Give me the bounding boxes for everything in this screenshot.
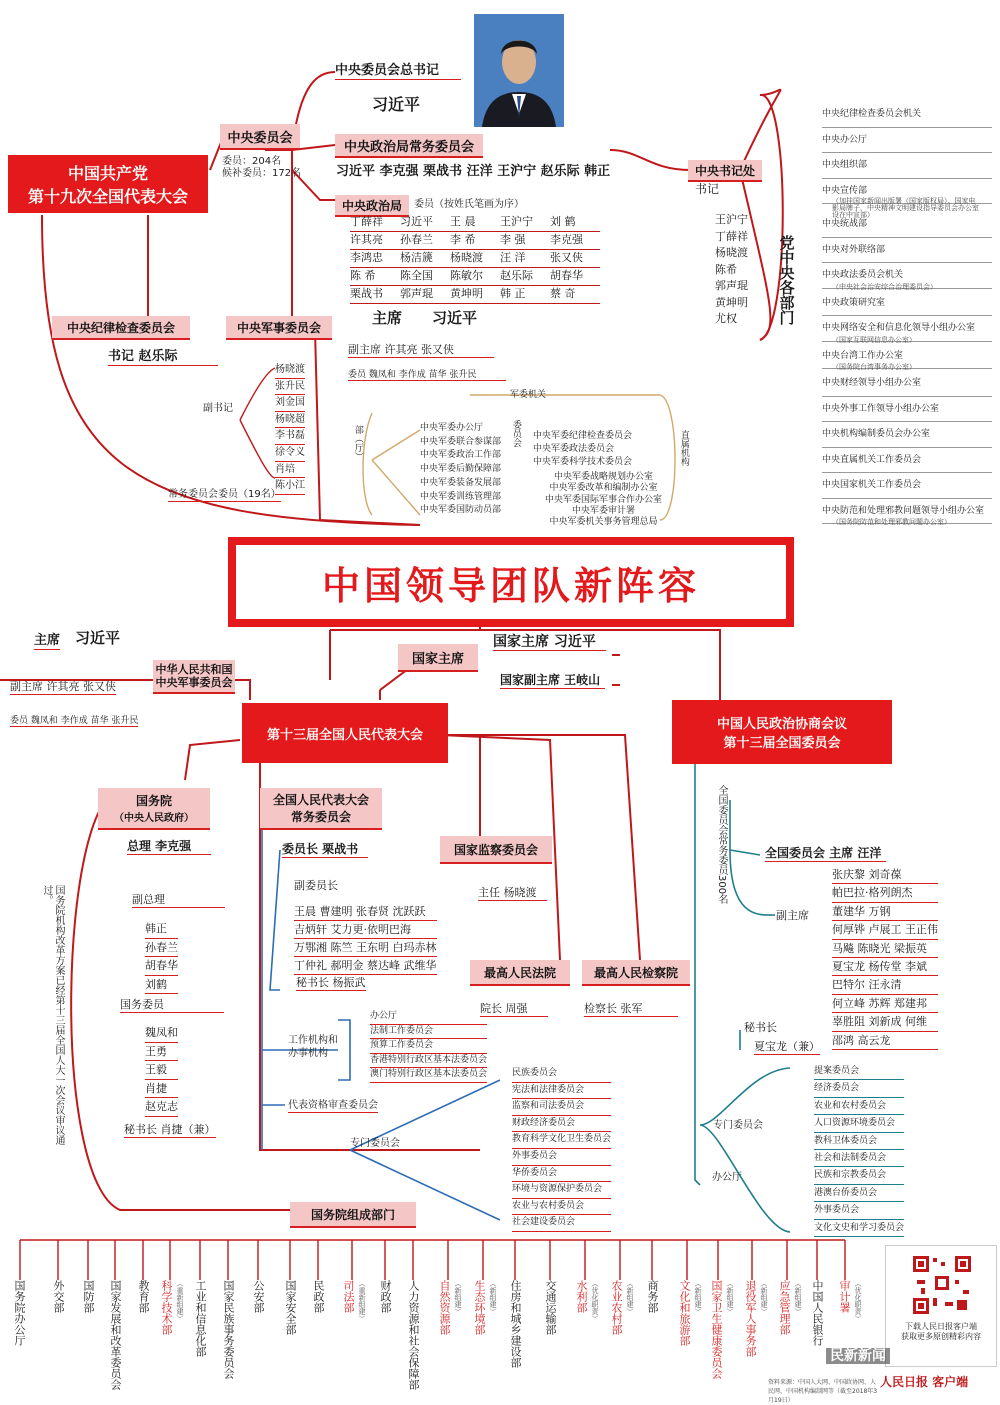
politburo-member: 李鸿忠 — [350, 251, 383, 264]
councilor-label: 国务委员 — [120, 999, 224, 1013]
cppcc-chair: 全国委员会 主席 汪洋 — [765, 847, 886, 862]
deputy-secretary-list — [275, 362, 305, 495]
npc-special-committee: 财政经济委员会 — [512, 1116, 611, 1133]
politburo-row — [350, 214, 600, 232]
cmc-direct-organ: 中央军委改革和编制办公室 — [549, 483, 658, 494]
cmc-depts-label: 部（厅） — [352, 425, 363, 461]
cmc-chair-label: 主席 — [372, 309, 403, 327]
cmc-commission: 中央军委科学技术委员会 — [533, 457, 633, 467]
work-organs-label-2: 办事机构 — [288, 1048, 328, 1059]
department-item: 中央网络安全和信息化领导小组办公室 — [822, 316, 992, 342]
cmc-direct-list — [545, 472, 662, 528]
ministry: 审计署 — [838, 1280, 851, 1313]
military-commission-box: 中央军事委员会 — [226, 316, 332, 340]
politburo-member: 习近平 — [400, 215, 433, 228]
ministry: 公安部 — [252, 1280, 265, 1313]
department-item: 中央组织部 — [822, 153, 992, 179]
npc-special-committees-label: 专门委员会 — [350, 1138, 400, 1149]
npc-box: 第十三届全国人民代表大会 — [242, 703, 448, 763]
ministry-note: （优化职责） — [854, 1280, 862, 1322]
cmc-dept: 中央军委办公厅 — [420, 423, 484, 433]
politburo-member: 赵乐际 — [500, 269, 533, 282]
cmc-commission: 中央军委政法委员会 — [533, 444, 615, 454]
ministry: 外交部 — [52, 1280, 65, 1313]
secretariat-member: 郭声琨 — [715, 279, 748, 292]
politburo-member: 黄坤明 — [450, 287, 483, 300]
cppcc-special-committee: 港澳台侨委员会 — [814, 1185, 904, 1202]
department-note: （加挂国家新闻出版署（国家版权局）、国家电影局牌子，中央精神文明建设指导委员会办公室设在中宣部） — [832, 197, 979, 219]
department-note: （中央社会治安综合治理委员会） — [832, 282, 937, 291]
prc-cmc-box — [153, 660, 235, 694]
prc-cmc-vice-chairs: 副主席 许其亮 张又侠 — [10, 680, 116, 693]
ministry-note: （重新组建） — [358, 1280, 366, 1322]
politburo-member: 王沪宁 — [500, 215, 533, 228]
cppcc-special-committee: 文化文史和学习委员会 — [814, 1220, 904, 1237]
npc-special-committee-list — [512, 1066, 611, 1232]
ministry-note: （重新组建） — [176, 1280, 184, 1322]
ministry-note: （新组建） — [489, 1280, 497, 1315]
gen-sec-name: 习近平 — [372, 95, 421, 114]
psc-box: 中央政治局常务委员会 — [335, 134, 483, 158]
department-item: 中央直属机关工作委员会 — [822, 448, 992, 474]
vice-premier: 韩正 — [145, 920, 178, 939]
ministry-note: （新组建） — [760, 1280, 768, 1315]
vice-premier-list — [145, 920, 178, 994]
leader-portrait — [474, 14, 564, 127]
ministry: 国家民族事务委员会 — [222, 1280, 235, 1379]
ministry: 商务部 — [646, 1280, 659, 1313]
main-title: 中国领导团队新阵容 — [321, 563, 700, 608]
deputy-secretary: 刘金国 — [275, 395, 305, 412]
npcsc-chair: 委员长 栗战书 — [282, 843, 368, 858]
ministry-note: （新组建） — [694, 1280, 702, 1315]
ministry-note: （优化职责） — [591, 1280, 599, 1322]
cppcc-special-committee: 教科卫体委员会 — [814, 1133, 904, 1150]
cc-alternate-count: 候补委员：172名 — [222, 168, 302, 179]
politburo-row — [350, 286, 600, 304]
main-title-frame — [228, 537, 794, 627]
politburo-member: 胡春华 — [550, 269, 583, 282]
work-organ: 法制工作委员会 — [370, 1025, 487, 1040]
cppcc-vice-row: 帕巴拉·格列朗杰 — [832, 884, 938, 902]
party-congress-number: 第十九次全国代表大会 — [27, 187, 188, 206]
department-item: 中央政法委员会机关 — [822, 263, 992, 289]
cppcc-sg-label: 秘书长 — [744, 1021, 777, 1034]
councilor: 王毅 — [145, 1061, 178, 1080]
secretariat-member: 王沪宁 — [715, 213, 748, 226]
vice-premier: 胡春华 — [145, 957, 178, 976]
cppcc-special-committee: 人口资源环境委员会 — [814, 1115, 904, 1132]
ministry: 国家卫生健康委员会 — [710, 1280, 723, 1379]
cppcc-name-1: 中国人民政治协商会议 — [716, 717, 847, 732]
party-congress-box — [8, 155, 208, 213]
ministry: 中国人民银行 — [811, 1280, 824, 1346]
cppcc-special-committee: 经济委员会 — [814, 1080, 904, 1097]
politburo-member: 杨晓渡 — [450, 251, 483, 264]
supervision-commission-box: 国家监察委员会 — [440, 836, 552, 864]
department-item: 中央政策研究室 — [822, 291, 992, 317]
cmc-dept: 中央军委后勤保障部 — [420, 464, 502, 475]
politburo-member: 孙春兰 — [400, 233, 433, 246]
politburo-member: 杨洁篪 — [400, 251, 433, 264]
cppcc-special-committee: 提案委员会 — [814, 1063, 904, 1080]
cppcc-vice-row: 马飚 陈晓光 梁振英 — [832, 940, 938, 958]
cmc-vice-chairs: 副主席 许其亮 张又侠 — [348, 344, 494, 358]
npc-special-committee: 宪法和法律委员会 — [512, 1083, 611, 1100]
cppcc-vice-row: 辜胜阻 刘新成 何维 — [832, 1013, 938, 1031]
npcsc-vice-label: 副委员长 — [294, 879, 338, 892]
department-item: 中央防范和处理邪教问题领导小组办公室 — [822, 499, 992, 525]
qr-panel — [885, 1245, 997, 1367]
department-item: 中央纪律检查委员会机关 — [822, 102, 992, 128]
politburo-member: 汪 洋 — [500, 251, 526, 264]
prc-cmc-name-2: 中央军事委员会 — [155, 676, 233, 689]
state-council-box — [98, 788, 210, 830]
ministry: 人力资源和社会保障部 — [407, 1280, 420, 1390]
cppcc-box — [672, 700, 892, 764]
cppcc-special-committee-list — [814, 1063, 904, 1237]
cppcc-office: 办公厅 — [712, 1172, 742, 1183]
ministry: 司法部 — [342, 1280, 355, 1313]
politburo-row — [350, 250, 600, 268]
secretariat-member: 尤权 — [715, 312, 737, 325]
councilor: 肖捷 — [145, 1080, 178, 1099]
prc-cmc-name-1: 中华人民共和国 — [155, 663, 233, 676]
cppcc-special-committee: 社会和法制委员会 — [814, 1150, 904, 1167]
court-head: 院长 周强 — [480, 1003, 548, 1017]
ministry: 财政部 — [379, 1280, 392, 1313]
cmc-dept: 中央军委装备发展部 — [420, 477, 502, 488]
ministry: 应急管理部 — [778, 1280, 791, 1335]
politburo-row — [350, 268, 600, 286]
politburo-member: 丁薛祥 — [350, 215, 383, 228]
npcsc-vice-row: 王晨 曹建明 张春贤 沈跃跃 — [294, 903, 437, 921]
work-organ: 澳门特别行政区基本法委员会 — [370, 1068, 487, 1083]
politburo-member: 蔡 奇 — [550, 287, 576, 300]
politburo-member-grid — [350, 214, 600, 304]
ministry-note: （新组建） — [626, 1280, 634, 1315]
discipline-secretary: 书记 赵乐际 — [108, 350, 218, 366]
cmc-dept: 中央军委国防动员部 — [420, 505, 502, 516]
deputy-secretary: 徐令义 — [275, 445, 305, 462]
department-item: 中央财经领导小组办公室 — [822, 371, 992, 397]
department-note: （国务院台湾事务办公室） — [832, 363, 916, 371]
qr-caption: 下载人民日报客户端 获取更多原创精彩内容 — [901, 1322, 981, 1341]
gen-sec-title: 中央委员会总书记 — [335, 64, 461, 80]
ministry: 水利部 — [575, 1280, 588, 1313]
cmc-direct-label: 直属机构 — [678, 430, 689, 466]
cppcc-vice-row: 何立峰 苏辉 郑建邦 — [832, 995, 938, 1013]
cc-member-count: 委员：204名 — [222, 156, 282, 167]
president-box: 国家主席 — [398, 644, 478, 672]
politburo-member: 李 希 — [450, 233, 476, 246]
cmc-members: 委员 魏凤和 李作成 苗华 张升民 — [348, 370, 506, 381]
cppcc-standing-committee-label: 全国委员会常务委员300名 — [716, 785, 727, 905]
work-organs-label — [288, 1034, 338, 1060]
qr-code-icon — [911, 1254, 973, 1316]
cmc-commission-list — [533, 430, 632, 469]
ministry: 国家发展和改革委员会 — [109, 1280, 122, 1390]
ministry-note: （新组建） — [726, 1280, 734, 1315]
credentials-committee: 代表资格审查委员会 — [288, 1100, 378, 1111]
deputy-secretary: 肖培 — [275, 462, 305, 479]
councilor: 赵克志 — [145, 1098, 178, 1117]
npcsc-name-2: 常务委员会 — [290, 810, 351, 824]
cppcc-name-2: 第十三届全国委员会 — [723, 736, 841, 751]
cppcc-vice-row: 夏宝龙 杨传堂 李斌 — [832, 958, 938, 976]
npcsc-vice-row: 万鄂湘 陈竺 王东明 白玛赤林 — [294, 939, 437, 957]
ministry: 科学技术部 — [160, 1280, 173, 1335]
npcsc-box — [260, 788, 382, 830]
politburo-member: 李 强 — [500, 233, 526, 246]
npcsc-secretary-general: 秘书长 杨振武 — [296, 976, 366, 989]
state-council-subtitle: （中央人民政府） — [114, 813, 194, 824]
department-item: 中央机构编制委员会办公室 — [822, 422, 992, 448]
politburo-member: 郭声琨 — [400, 287, 433, 300]
deputy-secretary: 张升民 — [275, 379, 305, 396]
ministry: 交通运输部 — [544, 1280, 557, 1335]
npc-special-committee: 环境与资源保护委员会 — [512, 1182, 611, 1199]
npc-special-committee: 外事委员会 — [512, 1149, 611, 1166]
politburo-member: 韩 正 — [500, 287, 526, 300]
cmc-direct-organ: 中央军委国际军事合作办公室 — [545, 494, 663, 505]
brand-logo: 人民日报 客户端 — [880, 1375, 969, 1389]
reform-note: 国务院机构改革方案已经第十三届全国人大一次会议审议通过。 — [41, 885, 64, 1145]
ministry: 教育部 — [137, 1280, 150, 1313]
deputy-secretary: 杨晓超 — [275, 412, 305, 429]
department-item: 中央台湾工作办公室 — [822, 344, 992, 370]
cmc-dept-list — [420, 422, 501, 518]
ministry: 自然资源部 — [438, 1280, 451, 1335]
secretariat-member: 杨晓渡 — [715, 246, 748, 259]
discipline-commission-box: 中央纪律检查委员会 — [52, 316, 190, 340]
deputy-secretary: 陈小江 — [275, 478, 305, 495]
ministry: 文化和旅游部 — [678, 1280, 691, 1346]
secretariat-member: 丁薛祥 — [715, 229, 748, 243]
cmc-commission: 中央军委纪律检查委员会 — [533, 431, 633, 441]
ministry: 国务院办公厅 — [13, 1280, 26, 1346]
vice-premier: 刘鹤 — [145, 976, 178, 995]
councilor: 王勇 — [145, 1043, 178, 1062]
cmc-commissions-label: 委员会 — [510, 420, 521, 447]
department-item: 中央外事工作领导小组办公室 — [822, 397, 992, 423]
ministry-note: （新组建） — [794, 1280, 802, 1315]
supervision-head: 主任 杨晓渡 — [478, 887, 547, 901]
cmc-organs-title: 军委机关 — [510, 390, 547, 400]
ministry: 国防部 — [82, 1280, 95, 1313]
councilor: 魏凤和 — [145, 1024, 178, 1043]
department-item: 中央对外联络部 — [822, 238, 992, 264]
cmc-direct-organ: 中央军委审计署 — [572, 505, 636, 516]
npcsc-vice-list — [294, 903, 437, 975]
cppcc-secretary-general: 夏宝龙（兼） — [754, 1040, 820, 1053]
prc-cmc-chair-name: 习近平 — [75, 629, 121, 647]
ministry: 工业和信息化部 — [194, 1280, 207, 1357]
npc-special-committee: 社会建设委员会 — [512, 1215, 611, 1232]
politburo-member: 陈全国 — [400, 269, 433, 282]
secretariat-label: 书记 — [695, 182, 720, 196]
npcsc-name-1: 全国人民代表大会 — [272, 793, 369, 807]
cppcc-vice-list — [832, 866, 938, 1050]
npc-special-committee: 监察和司法委员会 — [512, 1099, 611, 1116]
vice-premier-label: 副总理 — [132, 894, 225, 908]
premier: 总理 李克强 — [127, 840, 211, 855]
prc-cmc-chair-label: 主席 — [34, 633, 61, 648]
ministry: 住房和城乡建设部 — [509, 1280, 522, 1368]
supreme-procuratorate-box: 最高人民检察院 — [582, 960, 690, 986]
department-item: 中央统战部 — [822, 212, 992, 238]
central-committee-box: 中央委员会 — [220, 124, 300, 150]
ministry: 生态环境部 — [473, 1280, 486, 1335]
work-organs-label-1: 工作机构和 — [288, 1035, 338, 1046]
cmc-direct-organ: 中央军委战略规划办公室 — [554, 472, 654, 482]
secretariat-member: 黄坤明 — [715, 295, 748, 309]
secretariat-member-list — [715, 212, 748, 328]
politburo-member: 许其亮 — [350, 233, 383, 246]
work-organ: 预算工作委员会 — [370, 1039, 487, 1054]
politburo-row — [350, 232, 600, 250]
deputy-secretary: 杨晓渡 — [275, 362, 305, 379]
department-item: 中央宣传部 — [822, 179, 992, 205]
procuratorate-head: 检察长 张军 — [584, 1003, 678, 1017]
cppcc-vice-row: 何厚铧 卢展工 王正伟 — [832, 921, 938, 939]
politburo-member: 陈敏尔 — [450, 269, 483, 282]
central-departments-list — [822, 102, 992, 526]
cppcc-special-committees-label: 专门委员会 — [713, 1120, 763, 1131]
ministry: 农业农村部 — [610, 1280, 623, 1335]
politburo-member: 栗战书 — [350, 287, 383, 300]
secretariat-box: 中央书记处 — [688, 160, 762, 182]
work-organ: 办公厅 — [370, 1010, 487, 1025]
state-council-secretary-general: 秘书长 肖捷（兼） — [124, 1123, 216, 1136]
psc-members: 习近平 李克强 栗战书 汪洋 王沪宁 赵乐际 韩正 — [336, 164, 611, 179]
politburo-member: 刘 鹤 — [550, 215, 576, 228]
watermark: 民新新闻 — [826, 1348, 890, 1364]
party-name: 中国共产党 — [67, 164, 148, 183]
cmc-dept: 中央军委联合参谋部 — [420, 436, 502, 447]
standing-committee-count: 常务委员会委员（19名） — [168, 489, 281, 500]
cppcc-special-committee: 外事委员会 — [814, 1202, 904, 1219]
cmc-direct-organ: 中央军委机关事务管理总局 — [549, 517, 658, 528]
cmc-dept: 中央军委训练管理部 — [420, 491, 502, 502]
supreme-court-box: 最高人民法院 — [470, 960, 570, 986]
deputy-secretary-label: 副书记 — [203, 403, 233, 414]
politburo-member: 陈 希 — [350, 269, 376, 282]
work-organ: 香港特别行政区基本法委员会 — [370, 1054, 487, 1069]
ministry: 退役军人事务部 — [744, 1280, 757, 1357]
npcsc-vice-row: 丁仲礼 郝明金 蔡达峰 武维华 — [294, 957, 437, 975]
source-note: 资料来源：中国人大网、中国政协网、人民网、中国机构编制网等（截至2018年3月19日） — [768, 1379, 878, 1404]
cmc-chair-name: 习近平 — [432, 309, 478, 327]
councilor-list — [145, 1024, 178, 1117]
department-item: 中央办公厅 — [822, 128, 992, 154]
secretariat-member: 陈希 — [715, 262, 737, 276]
politburo-member: 王 晨 — [450, 215, 476, 228]
department-item: 中央国家机关工作委员会 — [822, 473, 992, 499]
department-note: （国家互联网信息办公室） — [832, 335, 916, 344]
npc-special-committee: 农业与农村委员会 — [512, 1199, 611, 1216]
cppcc-vice-label: 副主席 — [776, 909, 809, 922]
npc-special-committee: 教育科学文化卫生委员会 — [512, 1132, 611, 1149]
politburo-note: 委员（按姓氏笔画为序） — [414, 199, 524, 210]
cmc-dept: 中央军委政治工作部 — [420, 450, 502, 461]
npcsc-vice-row: 吉炳轩 艾力更·依明巴海 — [294, 921, 437, 939]
cppcc-vice-row: 巴特尔 汪永清 — [832, 976, 938, 994]
ministry-note: （新组建） — [454, 1280, 462, 1315]
cppcc-special-committee: 农业和农村委员会 — [814, 1098, 904, 1115]
department-note: （国务院防范和处理邪教问题办公室） — [832, 518, 951, 526]
prc-cmc-members: 委员 魏凤和 李作成 苗华 张升民 — [10, 716, 139, 726]
deputy-secretary: 李书磊 — [275, 428, 305, 445]
ministry: 民政部 — [312, 1280, 325, 1313]
ministry: 国家安全部 — [284, 1280, 297, 1335]
work-organs-list — [370, 1010, 487, 1083]
central-departments-label: 党中央各部门 — [777, 235, 796, 325]
politburo-box: 中央政治局 — [335, 195, 409, 217]
vice-premier: 孙春兰 — [145, 939, 178, 958]
state-council-name: 国务院 — [135, 794, 172, 808]
cppcc-special-committee: 民族和宗教委员会 — [814, 1167, 904, 1184]
npc-special-committee: 华侨委员会 — [512, 1166, 611, 1183]
president-line: 国家主席 习近平 — [493, 634, 606, 651]
cppcc-vice-row: 张庆黎 刘奇葆 — [832, 866, 938, 884]
politburo-member: 张又侠 — [550, 251, 583, 264]
vice-president-line: 国家副主席 王岐山 — [500, 674, 605, 689]
cppcc-vice-row: 董建华 万钢 — [832, 903, 938, 921]
politburo-member: 李克强 — [550, 233, 583, 246]
components-title-box: 国务院组成部门 — [290, 1202, 416, 1228]
cppcc-vice-row: 邵鸿 高云龙 — [832, 1032, 938, 1050]
npc-special-committee: 民族委员会 — [512, 1066, 611, 1083]
